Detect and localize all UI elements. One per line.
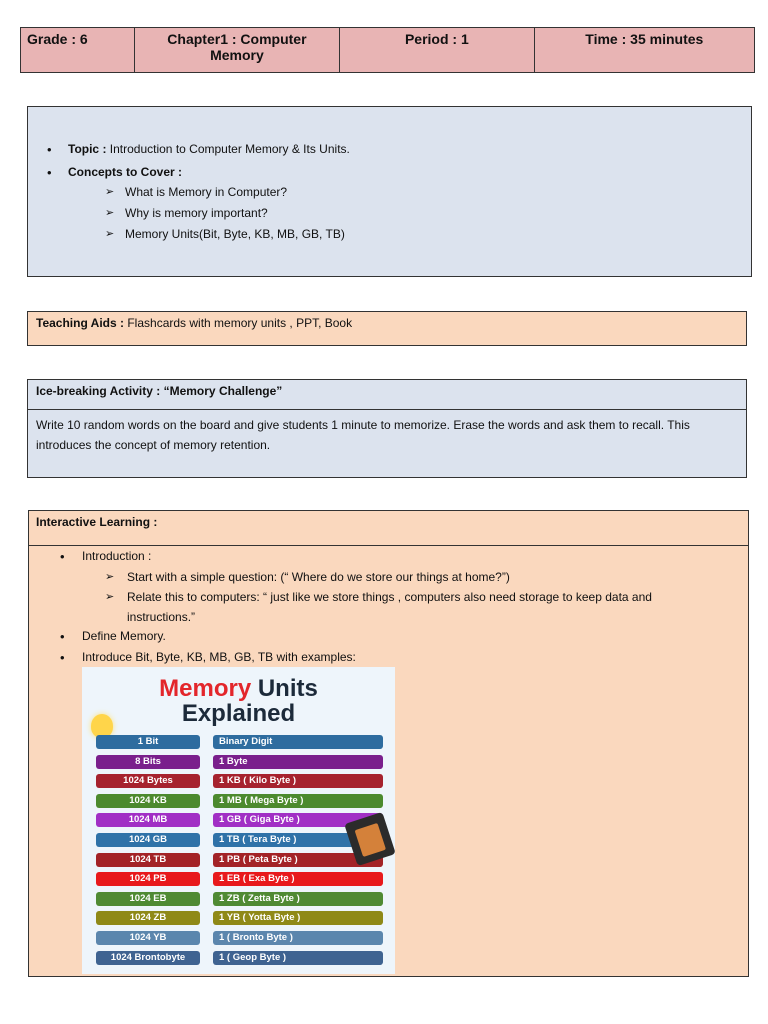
- unit-name-label: 1 ZB ( Zetta Byte ): [213, 892, 383, 906]
- unit-quantity-label: 1024 MB: [96, 813, 200, 827]
- unit-quantity-label: 1 Bit: [96, 735, 200, 749]
- intro-sub-item: ➢ Start with a simple question: (“ Where do we store our things at home?”): [127, 567, 717, 587]
- arrow-icon: ➢: [105, 228, 115, 240]
- unit-name-label: 1 EB ( Exa Byte ): [213, 872, 383, 886]
- unit-quantity-label: 1024 EB: [96, 892, 200, 906]
- unit-name-label: 1 TB ( Tera Byte ): [213, 833, 383, 847]
- arrow-icon: ➢: [105, 571, 115, 583]
- intro-item: • Introduction :: [82, 549, 151, 563]
- intro-sub-item: ➢ Relate this to computers: “ just like we store things , computers also need storage to keep data and instructions.”: [127, 587, 717, 627]
- concepts-label: Concepts to Cover :: [68, 165, 183, 179]
- unit-name-label: 1 KB ( Kilo Byte ): [213, 774, 383, 788]
- memory-units-infographic: [82, 667, 395, 974]
- unit-name-label: 1 MB ( Mega Byte ): [213, 794, 383, 808]
- unit-name-label: Binary Digit: [213, 735, 383, 749]
- time-cell: Time : 35 minutes: [585, 31, 704, 47]
- arrow-icon: ➢: [105, 591, 115, 603]
- interactive-learning-title: Interactive Learning :: [29, 511, 748, 546]
- concept-item: ➢ Memory Units(Bit, Byte, KB, MB, GB, TB): [105, 227, 345, 241]
- period-cell: Period : 1: [340, 28, 534, 72]
- topic-box: [27, 106, 752, 277]
- unit-name-label: 1 YB ( Yotta Byte ): [213, 911, 383, 925]
- chapter-cell: Chapter1 : Computer Memory: [135, 28, 340, 72]
- unit-quantity-label: 1024 Brontobyte: [96, 951, 200, 965]
- topic-line: [68, 142, 350, 156]
- grade-cell: Grade : 6: [21, 28, 135, 72]
- define-item: • Define Memory.: [82, 629, 166, 643]
- unit-name-label: 1 GB ( Giga Byte ): [213, 813, 383, 827]
- arrow-icon: ➢: [105, 186, 115, 198]
- teaching-aids-text: Flashcards with memory units , PPT, Book: [124, 316, 353, 330]
- ice-breaking-box: [27, 379, 747, 478]
- concept-item: ➢ What is Memory in Computer?: [105, 185, 288, 199]
- ice-breaking-body: Write 10 random words on the board and give students 1 minute to memorize. Erase the words and ask them to recall. This introduces the concept of memory retention.: [36, 418, 690, 452]
- infographic-title: Memory Units: [159, 675, 318, 702]
- topic-label: Topic :: [68, 142, 107, 156]
- unit-name-label: 1 ( Bronto Byte ): [213, 931, 383, 945]
- unit-quantity-label: 8 Bits: [96, 755, 200, 769]
- unit-quantity-label: 1024 GB: [96, 833, 200, 847]
- ice-breaking-title: Ice-breaking Activity : “Memory Challenge”: [28, 380, 746, 410]
- unit-name-label: 1 ( Geop Byte ): [213, 951, 383, 965]
- teaching-aids-label: Teaching Aids :: [36, 316, 125, 330]
- unit-quantity-label: 1024 TB: [96, 853, 200, 867]
- teaching-aids-box: [27, 311, 747, 346]
- unit-quantity-label: 1024 YB: [96, 931, 200, 945]
- unit-quantity-label: 1024 KB: [96, 794, 200, 808]
- arrow-icon: ➢: [105, 207, 115, 219]
- concept-item: ➢ Why is memory important?: [105, 206, 268, 220]
- header-table: [20, 27, 755, 73]
- unit-quantity-label: 1024 ZB: [96, 911, 200, 925]
- concepts-line: [68, 165, 182, 179]
- introduce-item: • Introduce Bit, Byte, KB, MB, GB, TB with examples:: [82, 650, 356, 664]
- unit-name-label: 1 PB ( Peta Byte ): [213, 853, 383, 867]
- infographic-subtitle: Explained: [181, 700, 296, 727]
- unit-quantity-label: 1024 Bytes: [96, 774, 200, 788]
- topic-text: Introduction to Computer Memory & Its Units.: [106, 142, 350, 156]
- unit-name-label: 1 Byte: [213, 755, 383, 769]
- unit-quantity-label: 1024 PB: [96, 872, 200, 886]
